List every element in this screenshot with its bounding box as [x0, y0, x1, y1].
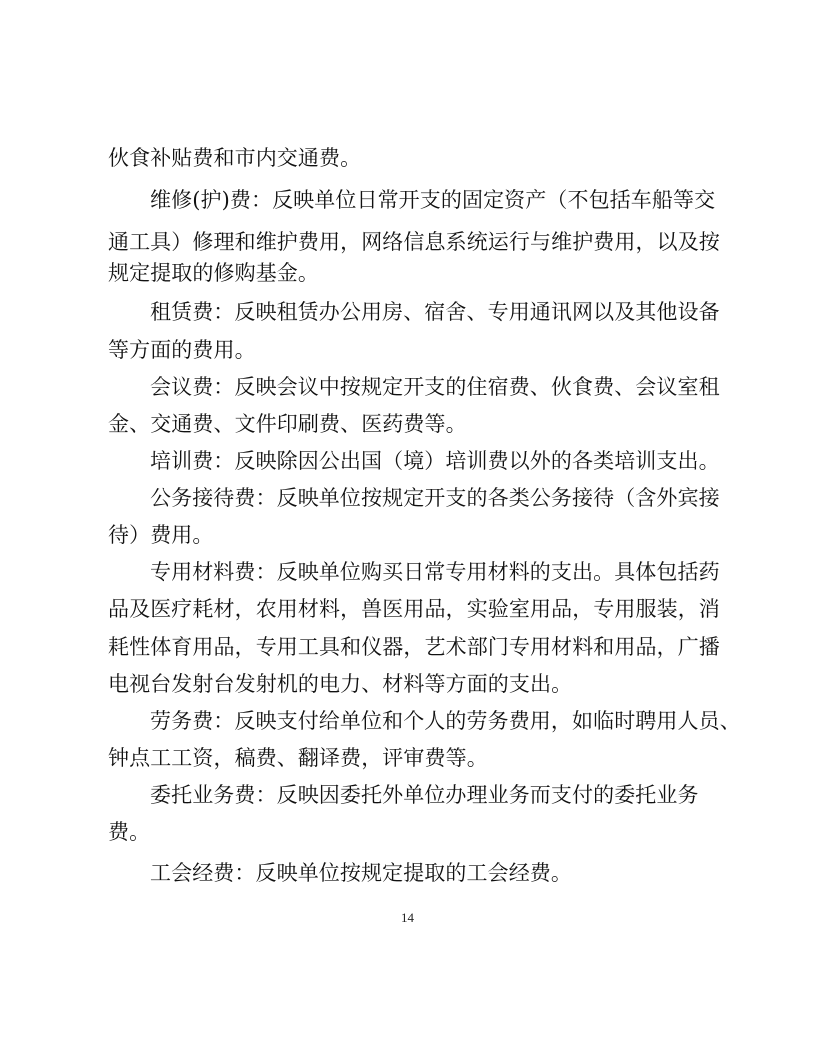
text-line: 培训费：反映除因公出国（境）培训费以外的各类培训支出。: [150, 449, 720, 473]
text-line: 租赁费：反映租赁办公用房、宿舍、专用通讯网以及其他设备: [150, 300, 720, 324]
page-number: 14: [401, 910, 414, 925]
text-line: 会议费：反映会议中按规定开支的住宿费、伙食费、会议室租: [150, 375, 720, 399]
text-line: 通工具）修理和维护费用，网络信息系统运行与维护费用，以及按: [108, 230, 720, 254]
text-line: 伙食补贴费和市内交通费。: [108, 146, 362, 170]
text-line: 费。: [108, 820, 151, 844]
text-line: 劳务费：反映支付给单位和个人的劳务费用，如临时聘用人员、: [150, 709, 741, 733]
text-line: 钟点工工资，稿费、翻译费，评审费等。: [108, 746, 488, 770]
text-line: 工会经费：反映单位按规定提取的工会经费。: [150, 861, 572, 885]
text-line: 耗性体育用品，专用工具和仪器，艺术部门专用材料和用品，广播: [108, 635, 720, 659]
text-line: 金、交通费、文件印刷费、医药费等。: [108, 412, 467, 436]
text-line: 电视台发射台发射机的电力、材料等方面的支出。: [108, 672, 573, 696]
text-line: 品及医疗耗材，农用材料，兽医用品，实验室用品，专用服装，消: [108, 597, 720, 621]
text-line: 公务接待费：反映单位按规定开支的各类公务接待（含外宾接: [150, 486, 720, 510]
text-line: 维修(护)费：反映单位日常开支的固定资产（不包括车船等交: [150, 188, 716, 212]
text-line: 待）费用。: [108, 523, 214, 547]
text-line: 规定提取的修购基金。: [108, 261, 319, 285]
text-line: 委托业务费：反映因委托外单位办理业务而支付的委托业务: [150, 783, 699, 807]
text-line: 等方面的费用。: [108, 338, 256, 362]
text-line: 专用材料费：反映单位购买日常专用材料的支出。具体包括药: [150, 560, 720, 584]
